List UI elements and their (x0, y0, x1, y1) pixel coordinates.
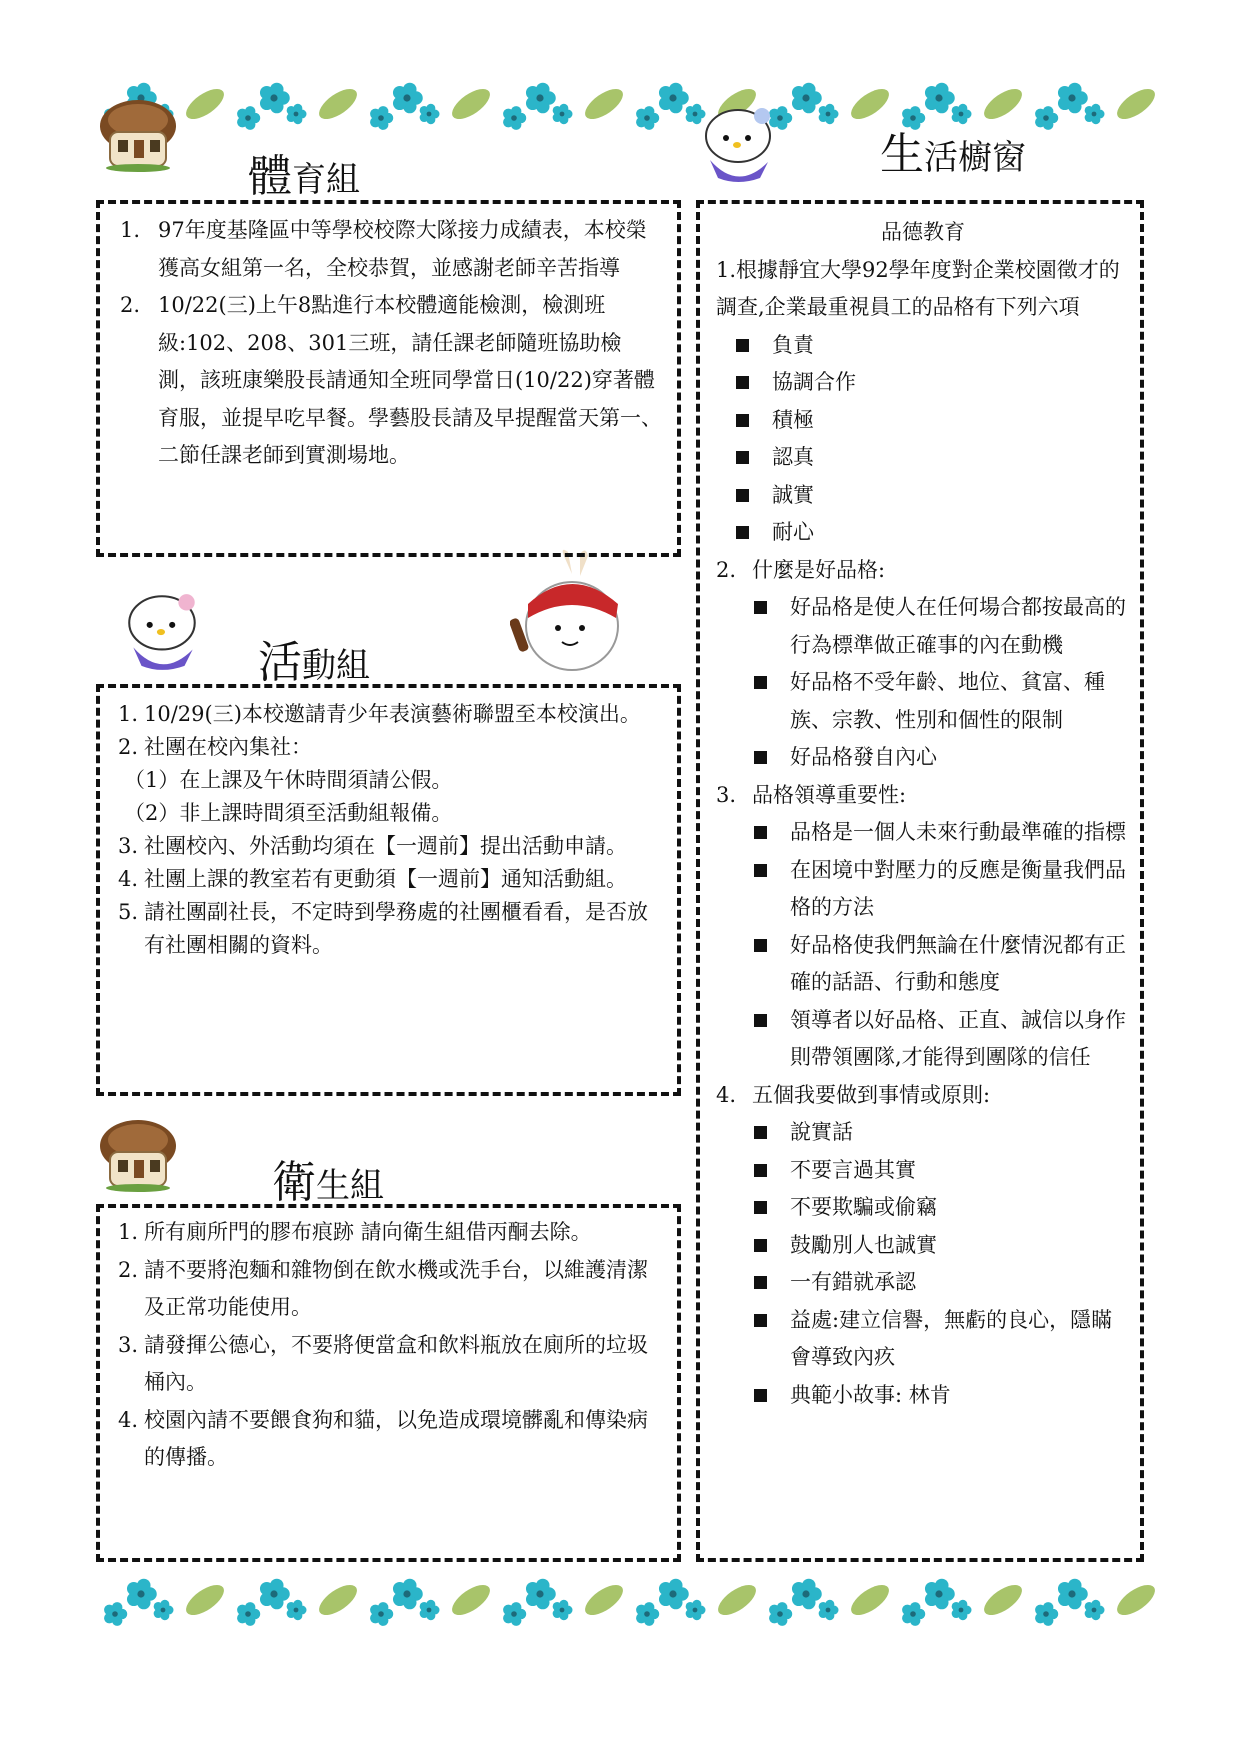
flower-icon (659, 83, 689, 114)
box-title: 品德教育 (881, 220, 965, 244)
leaf-icon (580, 83, 628, 125)
list-item (118, 1327, 667, 1402)
bullet-item: 好品格不受年齡、地位、貧富、種族、宗教、性別和個性的限制 (716, 664, 1130, 739)
item-number: 3. (716, 782, 737, 807)
kitty-icon (118, 586, 208, 674)
mushroom-house-icon (98, 1116, 178, 1192)
flower-icon (526, 1579, 556, 1610)
bullet-item: 不要言過其實 (716, 1152, 1130, 1190)
item-number: 3. (118, 1332, 139, 1357)
item-text: 請不要將泡麵和雜物倒在飲水機或洗手台，以維護清潔及正常功能使用。 (144, 1257, 648, 1319)
flower-icon (287, 1600, 307, 1620)
bullet-item: 一有錯就承認 (716, 1264, 1130, 1302)
bullet-item: 典範小故事: 林肯 (716, 1377, 1130, 1415)
item-number: 2. (118, 735, 139, 759)
item-text: 所有廁所門的膠布痕跡 請向衛生組借丙酮去除。 (144, 1220, 592, 1244)
list-item (118, 830, 667, 863)
item-text: 校園內請不要餵食狗和貓，以免造成環境髒亂和傳染病的傳播。 (144, 1407, 648, 1469)
flower-icon (1035, 106, 1058, 130)
flower-icon (1085, 1600, 1105, 1620)
flower-icon (636, 106, 659, 130)
flower-icon (420, 1600, 440, 1620)
item-text: 10/29(三)本校邀請青少年表演藝術聯盟至本校演出。 (144, 702, 641, 726)
item-number: 3. (118, 834, 139, 858)
title-first-char: 生 (880, 129, 924, 180)
flower-icon (104, 1602, 127, 1626)
health-notice-box (96, 1204, 681, 1562)
item-text: 請社團副社長，不定時到學務處的社團櫃看看，是否放有社團相關的資料。 (144, 900, 648, 957)
list-item (120, 287, 663, 475)
leaf-icon (181, 83, 229, 125)
list-item (118, 764, 667, 797)
flower-icon (769, 1602, 792, 1626)
flower-icon (1058, 1579, 1088, 1610)
leaf-icon (713, 1579, 761, 1621)
q2-bullet-list (716, 589, 1130, 777)
item-text: 10/22(三)上午8點進行本校體適能檢測，檢測班級:102、208、301三班，請任課老師隨班協助檢測，該班康樂股長請通知全班同學當日(10/22)穿著體育服，並提早吃早餐。學藝股長請及早提醒當天第一、二節任課老師到實測場地。 (158, 293, 662, 467)
item-text: 97年度基隆區中等學校校際大隊接力成績表，本校榮獲高女組第一名，全校恭賀，並感謝老師辛苦指導 (158, 218, 647, 280)
bullet-item: 不要欺騙或偷竊 (716, 1189, 1130, 1227)
item-text: 根據靜宜大學92學年度對企業校園徵才的調查,企業最重視員工的品格有下列六項 (716, 257, 1120, 319)
list-item (118, 896, 667, 962)
item-number: 1. (118, 702, 139, 726)
leaf-icon (314, 1579, 362, 1621)
title-first-char: 體 (248, 151, 292, 202)
item-text: 社團上課的教室若有更動須【一週前】通知活動組。 (144, 867, 627, 891)
item-number: 1. (118, 1220, 139, 1244)
item-number: 2. (716, 557, 737, 582)
bullet-item: 積極 (716, 402, 1130, 440)
bullet-item: 鼓勵別人也誠實 (716, 1227, 1130, 1265)
bullet-item: 益處:建立信譽，無虧的良心，隱瞞會導致內疚 (716, 1302, 1130, 1377)
flower-icon (952, 1600, 972, 1620)
list-item (118, 1402, 667, 1477)
item-number: 1. (120, 218, 141, 242)
flower-icon (526, 83, 556, 114)
section-title-health (272, 1146, 384, 1210)
flower-icon (636, 1602, 659, 1626)
leaf-icon (1112, 1579, 1155, 1621)
title-first-char: 衛 (272, 1157, 316, 1208)
flower-icon (819, 1600, 839, 1620)
item-text: 請發揮公德心，不要將便當盒和飲料瓶放在廁所的垃圾桶內。 (144, 1332, 648, 1394)
leaf-icon (979, 1579, 1027, 1621)
leaf-icon (1112, 83, 1155, 125)
leaf-icon (447, 1579, 495, 1621)
section-title-pe (248, 140, 360, 204)
flower-icon (819, 104, 839, 124)
flower-icon (237, 1602, 260, 1626)
question-1 (716, 252, 1130, 327)
flower-icon (792, 1579, 822, 1610)
bullet-item: 好品格發自內心 (716, 739, 1130, 777)
flower-icon (370, 1602, 393, 1626)
bullet-item: 說實話 (716, 1114, 1130, 1152)
title-first-char: 活 (258, 637, 302, 688)
list-item (118, 797, 667, 830)
item-number: 4. (118, 867, 139, 891)
list-item (118, 1214, 667, 1252)
bullet-item: 品格是一個人未來行動最準確的指標 (716, 814, 1130, 852)
mascot-icon (510, 548, 630, 678)
flower-icon (127, 1579, 157, 1610)
item-number: 2. (120, 293, 141, 317)
bullet-item: 領導者以好品格、正直、誠信以身作則帶領團隊,才能得到團隊的信任 (716, 1002, 1130, 1077)
flower-icon (260, 83, 290, 114)
pe-notice-box (96, 200, 681, 557)
list-item (120, 212, 663, 287)
flower-icon (420, 104, 440, 124)
flower-icon (237, 106, 260, 130)
item-number: 4. (118, 1407, 139, 1432)
flower-icon (792, 83, 822, 114)
q4-bullet-list (716, 1114, 1130, 1414)
item-text: （1）在上課及午休時間須請公假。 (124, 768, 453, 792)
flower-icon (553, 104, 573, 124)
bullet-item: 在困境中對壓力的反應是衡量我們品格的方法 (716, 852, 1130, 927)
title-rest: 生組 (316, 1166, 384, 1206)
bullet-item: 耐心 (716, 514, 1130, 552)
item-text: 五個我要做到事情或原則: (752, 1082, 991, 1107)
flower-icon (1035, 1602, 1058, 1626)
title-rest: 育組 (292, 160, 360, 200)
flower-icon (1085, 104, 1105, 124)
flower-icon (503, 1602, 526, 1626)
title-rest: 動組 (302, 646, 370, 686)
bullet-item: 負責 (716, 327, 1130, 365)
mushroom-house-icon (98, 96, 178, 172)
item-text: 社團在校內集社： (144, 735, 312, 759)
character-education-box (696, 200, 1144, 1562)
flower-icon (925, 1579, 955, 1610)
bullet-item: 協調合作 (716, 364, 1130, 402)
flower-icon (287, 104, 307, 124)
question-2 (716, 552, 1130, 590)
leaf-icon (846, 1579, 894, 1621)
flower-icon (370, 106, 393, 130)
flower-leaf-pattern (104, 1579, 1155, 1626)
flower-icon (260, 1579, 290, 1610)
q3-bullet-list (716, 814, 1130, 1077)
flower-icon (553, 1600, 573, 1620)
list-item (118, 698, 667, 731)
flower-icon (686, 1600, 706, 1620)
kitty-icon (696, 100, 782, 186)
q1-bullet-list (716, 327, 1130, 552)
flower-icon (393, 83, 423, 114)
question-3 (716, 777, 1130, 815)
bottom-flower-border (95, 1568, 1155, 1638)
title-rest: 活櫥窗 (924, 138, 1026, 178)
section-title-activity (258, 626, 370, 690)
bullet-item: 誠實 (716, 477, 1130, 515)
item-text: 什麼是好品格: (752, 557, 886, 582)
section-title-life (880, 118, 1026, 182)
flower-icon (154, 1600, 174, 1620)
flower-icon (902, 1602, 925, 1626)
activity-notice-box (96, 684, 681, 1096)
flower-icon (503, 106, 526, 130)
bullet-item: 好品格使我們無論在什麼情況都有正確的話語、行動和態度 (716, 927, 1130, 1002)
item-number: 4. (716, 1082, 737, 1107)
leaf-icon (580, 1579, 628, 1621)
bullet-item: 認真 (716, 439, 1130, 477)
list-item (118, 863, 667, 896)
item-number: 1. (716, 257, 737, 282)
item-number: 5. (118, 900, 139, 924)
flower-icon (393, 1579, 423, 1610)
leaf-icon (314, 83, 362, 125)
item-number: 2. (118, 1257, 139, 1282)
item-text: （2）非上課時間須至活動組報備。 (124, 801, 453, 825)
flower-icon (659, 1579, 689, 1610)
item-text: 品格領導重要性: (752, 782, 907, 807)
list-item (118, 731, 667, 764)
flower-icon (925, 83, 955, 114)
leaf-icon (181, 1579, 229, 1621)
question-4 (716, 1077, 1130, 1115)
bullet-item: 好品格是使人在任何場合都按最高的行為標準做正確事的內在動機 (716, 589, 1130, 664)
item-text: 社團校內、外活動均須在【一週前】提出活動申請。 (144, 834, 627, 858)
list-item (118, 1252, 667, 1327)
leaf-icon (447, 83, 495, 125)
flower-icon (1058, 83, 1088, 114)
